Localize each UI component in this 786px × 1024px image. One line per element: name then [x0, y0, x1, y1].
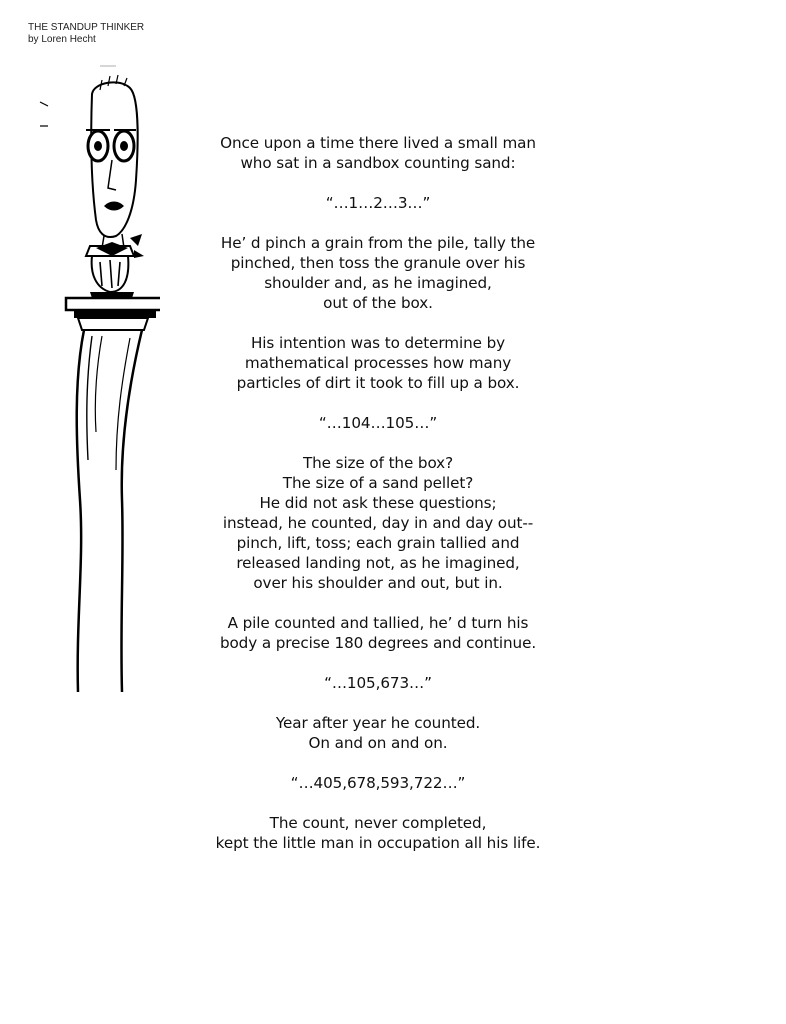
- poem-stanza: [178, 133, 578, 173]
- poem-line: who sat in a sandbox counting sand:: [240, 154, 516, 172]
- poem-stanza: [178, 613, 578, 653]
- poem-line: The size of a sand pellet?: [282, 474, 474, 492]
- standing-thinker-figure-illustration: [30, 60, 160, 700]
- poem-line: His intention was to determine by: [250, 334, 505, 352]
- poem-stanza: [178, 673, 578, 693]
- poem-line: over his shoulder and out, but in.: [253, 574, 503, 592]
- poem-stanza: [178, 813, 578, 853]
- poem-line: kept the little man in occupation all his life.: [215, 834, 541, 852]
- document-title: THE STANDUP THINKER: [28, 22, 145, 33]
- poem-line: On and on and on.: [308, 734, 448, 752]
- poem-line: pinch, lift, toss; each grain tallied and: [236, 534, 520, 552]
- poem-line: The count, never completed,: [269, 814, 487, 832]
- poem-line: “…405,678,593,722…”: [290, 774, 466, 792]
- poem-stanza: [178, 233, 578, 313]
- poem-stanza: [178, 773, 578, 793]
- poem-body: [178, 133, 578, 873]
- poem-line: “…105,673…”: [324, 674, 432, 692]
- poem-line: He’ d pinch a grain from the pile, tally the: [220, 234, 536, 252]
- poem-line: body a precise 180 degrees and continue.: [219, 634, 537, 652]
- poem-line: “…1…2…3…”: [325, 194, 431, 212]
- poem-stanza: [178, 713, 578, 753]
- poem-stanza: [178, 453, 578, 593]
- poem-line: particles of dirt it took to fill up a box.: [236, 374, 520, 392]
- poem-line: released landing not, as he imagined,: [236, 554, 520, 572]
- page-header: [28, 22, 144, 46]
- poem-stanza: [178, 333, 578, 393]
- poem-line: shoulder and, as he imagined,: [264, 274, 492, 292]
- poem-line: out of the box.: [323, 294, 433, 312]
- author-byline: by Loren Hecht: [28, 34, 96, 45]
- poem-stanza: [178, 193, 578, 213]
- poem-line: “…104…105…”: [318, 414, 438, 432]
- poem-line: Once upon a time there lived a small man: [220, 134, 536, 152]
- poem-line: instead, he counted, day in and day out--: [222, 514, 534, 532]
- poem-line: Year after year he counted.: [275, 714, 481, 732]
- poem-line: The size of the box?: [302, 454, 454, 472]
- poem-line: He did not ask these questions;: [259, 494, 497, 512]
- poem-line: A pile counted and tallied, he’ d turn his: [227, 614, 529, 632]
- poem-stanza: [178, 413, 578, 433]
- poem-line: pinched, then toss the granule over his: [230, 254, 526, 272]
- poem-line: mathematical processes how many: [244, 354, 512, 372]
